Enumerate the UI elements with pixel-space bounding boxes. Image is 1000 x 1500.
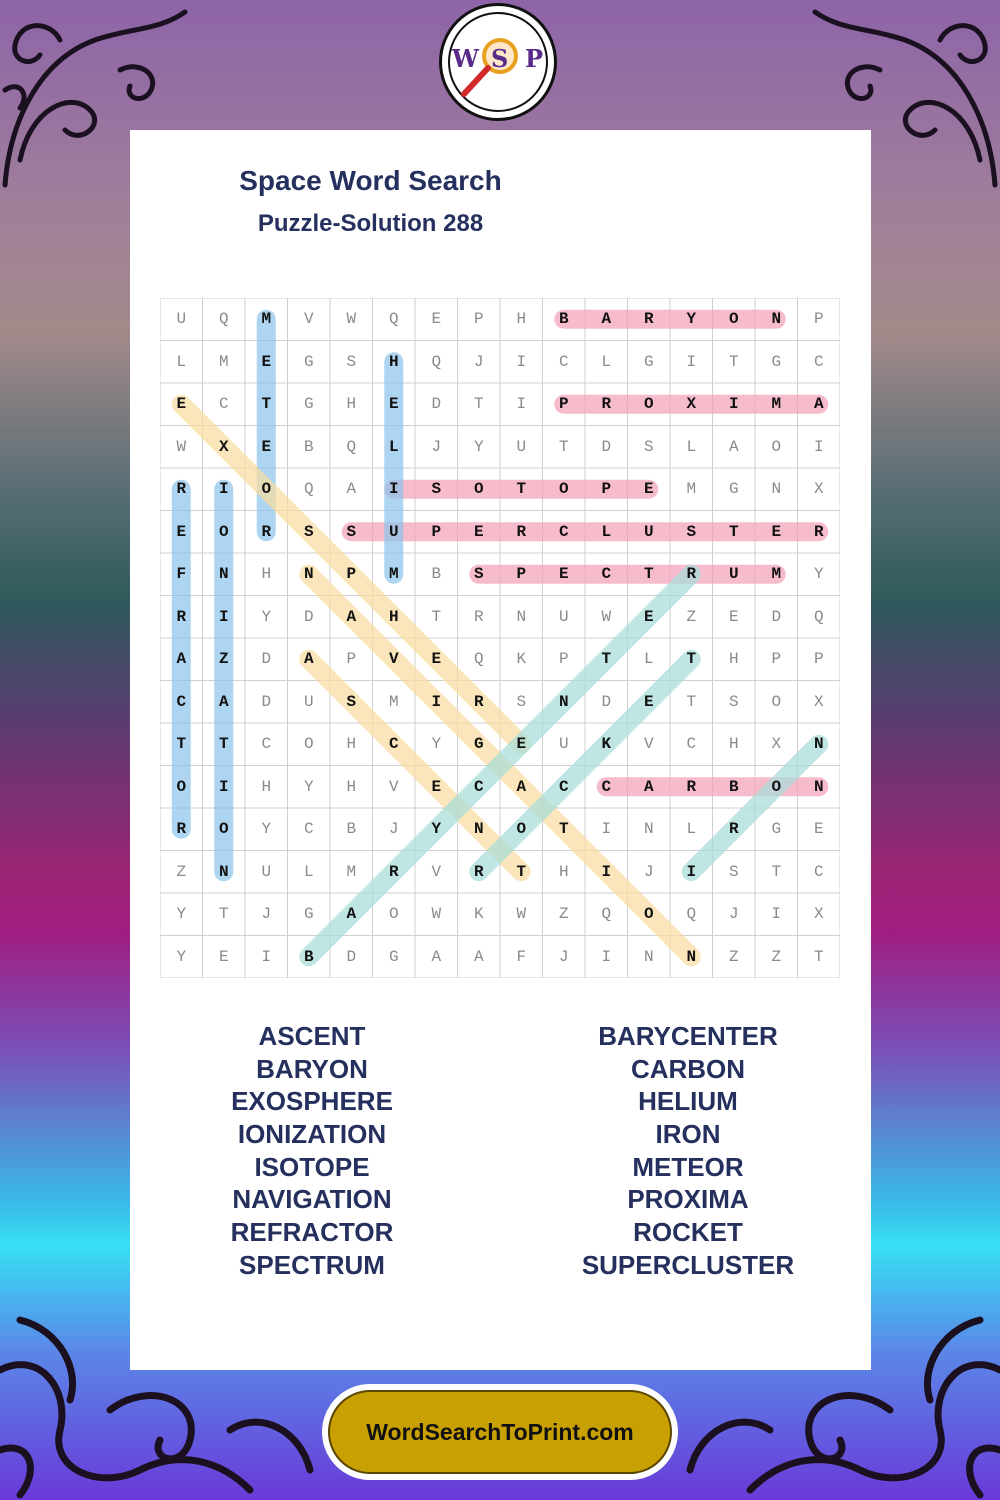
grid-cell[interactable]: X	[813, 905, 824, 923]
grid-cell[interactable]: Q	[431, 352, 442, 371]
grid-cell[interactable]: I	[516, 395, 527, 413]
website-button[interactable]	[322, 1384, 678, 1480]
website-link-text: WordSearchToPrint.com	[366, 1418, 634, 1445]
grid-cell[interactable]: T	[686, 692, 697, 711]
grid-cell[interactable]: Q	[686, 905, 697, 923]
logo-letter-w: W	[452, 44, 479, 73]
grid-cell[interactable]: P	[516, 565, 527, 583]
grid-cell[interactable]: H	[728, 735, 739, 753]
grid-cell[interactable]: X	[686, 395, 697, 413]
grid-cell[interactable]: R	[176, 607, 187, 626]
grid-cell[interactable]: E	[728, 607, 739, 626]
grid-cell[interactable]: V	[388, 777, 399, 796]
grid-cell[interactable]: T	[261, 395, 272, 413]
grid-cell[interactable]: R	[473, 692, 484, 711]
grid-cell[interactable]: Z	[176, 862, 187, 881]
grid-cell[interactable]: O	[473, 480, 484, 498]
grid-cell[interactable]: T	[516, 480, 527, 498]
grid-cell[interactable]: A	[346, 607, 357, 626]
grid-cell[interactable]: B	[728, 777, 739, 796]
grid-cell[interactable]: I	[218, 480, 229, 498]
word-list-item: EXOSPHERE	[231, 1086, 393, 1117]
grid-cell[interactable]: E	[558, 565, 569, 583]
grid-cell[interactable]: C	[686, 735, 697, 753]
grid-cell[interactable]: T	[176, 735, 187, 753]
grid-cell[interactable]: B	[346, 820, 357, 838]
grid-cell[interactable]: L	[643, 650, 654, 668]
grid-cell[interactable]: M	[261, 310, 272, 328]
grid-cell[interactable]: T	[558, 437, 569, 456]
grid-cell[interactable]: C	[388, 735, 399, 753]
page-title: Space Word Search	[239, 165, 502, 196]
grid-cell[interactable]: I	[601, 947, 612, 966]
grid-cell[interactable]: G	[303, 352, 314, 371]
grid-cell[interactable]: S	[303, 522, 314, 541]
grid-cell[interactable]: I	[388, 480, 399, 498]
word-list-item: CARBON	[630, 1053, 746, 1084]
grid-cell[interactable]: G	[643, 352, 654, 371]
grid-cell[interactable]: O	[516, 820, 527, 838]
grid-cell[interactable]: O	[303, 735, 314, 753]
grid-cell[interactable]: R	[176, 480, 187, 498]
grid-cell[interactable]: Y	[261, 820, 272, 838]
word-list-item: PROXIMA	[627, 1184, 749, 1215]
grid-cell[interactable]: B	[558, 310, 569, 328]
grid-cell[interactable]: A	[643, 777, 654, 796]
grid-cell[interactable]: O	[771, 437, 782, 456]
grid-cell[interactable]: E	[643, 607, 654, 626]
grid-cell[interactable]: H	[346, 395, 357, 413]
grid-cell[interactable]: D	[771, 607, 782, 626]
word-list-item: NAVIGATION	[232, 1184, 392, 1215]
grid-cell[interactable]: P	[601, 480, 612, 498]
grid-cell[interactable]: A	[728, 437, 739, 456]
grid-cell[interactable]: D	[261, 650, 272, 668]
grid-cell[interactable]: C	[601, 565, 612, 583]
grid-cell[interactable]: I	[686, 862, 697, 881]
grid-cell[interactable]: C	[218, 395, 229, 413]
grid-cell[interactable]: S	[728, 692, 739, 711]
grid-cell[interactable]: W	[601, 607, 612, 626]
grid-cell[interactable]: O	[728, 310, 739, 328]
grid-cell[interactable]: M	[346, 862, 357, 881]
grid-cell[interactable]: P	[558, 650, 569, 668]
grid-cell[interactable]: H	[261, 777, 272, 796]
grid-cell[interactable]: C	[558, 522, 569, 541]
grid-cell[interactable]: E	[261, 352, 272, 371]
grid-cell[interactable]: E	[771, 522, 782, 541]
grid-cell[interactable]: Y	[303, 777, 314, 796]
grid-cell[interactable]: O	[643, 395, 654, 413]
grid-cell[interactable]: S	[516, 692, 527, 711]
grid-cell[interactable]: L	[686, 437, 697, 456]
grid-cell[interactable]: Y	[473, 437, 484, 456]
grid-cell[interactable]: L	[176, 352, 187, 371]
grid-cell[interactable]: A	[601, 310, 612, 328]
grid-cell[interactable]: T	[473, 395, 484, 413]
grid-cell[interactable]: A	[346, 905, 357, 923]
grid-cell[interactable]: A	[346, 480, 357, 498]
grid-cell[interactable]: O	[388, 905, 399, 923]
grid-cell[interactable]: T	[771, 862, 782, 881]
grid-cell[interactable]: S	[346, 522, 357, 541]
grid-cell[interactable]: E	[516, 735, 527, 753]
grid-cell[interactable]: R	[388, 862, 399, 881]
grid-cell[interactable]: E	[176, 395, 187, 413]
grid-cell[interactable]: H	[516, 310, 527, 328]
grid-cell[interactable]: T	[558, 820, 569, 838]
grid-cell[interactable]: Y	[261, 607, 272, 626]
grid-cell[interactable]: L	[601, 522, 612, 541]
grid-cell[interactable]: I	[261, 947, 272, 966]
grid-cell[interactable]: Q	[473, 650, 484, 668]
grid-cell[interactable]: K	[516, 650, 527, 668]
grid-cell[interactable]: I	[771, 905, 782, 923]
grid-cell[interactable]: Y	[176, 947, 187, 966]
grid-cell[interactable]: U	[728, 565, 739, 583]
grid-cell[interactable]: U	[261, 862, 272, 881]
grid-cell[interactable]: R	[728, 820, 739, 838]
word-list-item: ROCKET	[633, 1217, 743, 1248]
grid-cell[interactable]: X	[218, 437, 229, 456]
page-subtitle: Puzzle-Solution 288	[257, 210, 484, 237]
grid-cell[interactable]: Y	[686, 310, 697, 328]
grid-cell[interactable]: R	[813, 522, 824, 541]
grid-cell[interactable]: F	[516, 947, 527, 966]
word-list-right	[498, 1020, 878, 1282]
grid-cell[interactable]: H	[346, 735, 357, 753]
grid-cell[interactable]: R	[686, 565, 697, 583]
grid-cell[interactable]: O	[771, 777, 782, 796]
grid-cell[interactable]: N	[558, 692, 569, 711]
grid-cell[interactable]: W	[431, 905, 442, 923]
grid-cell[interactable]: I	[601, 862, 612, 881]
grid-cell[interactable]: S	[686, 522, 697, 541]
grid-cell[interactable]: N	[771, 480, 782, 498]
grid-cell[interactable]: P	[771, 650, 782, 668]
word-list-item: SUPERCLUSTER	[581, 1249, 795, 1280]
grid-cell[interactable]: G	[728, 480, 739, 498]
grid-cell[interactable]: Q	[813, 607, 824, 626]
word-list-item: ASCENT	[258, 1021, 366, 1051]
grid-cell[interactable]: Z	[686, 607, 697, 626]
grid-cell[interactable]: J	[473, 352, 484, 371]
grid-cell[interactable]: J	[431, 437, 442, 456]
website-button-face	[328, 1390, 672, 1474]
grid-cell[interactable]: C	[813, 352, 824, 371]
grid-cell[interactable]: U	[516, 437, 527, 456]
word-list-item: SPECTRUM	[239, 1249, 385, 1280]
word-list-item: METEOR	[632, 1151, 744, 1182]
grid-cell[interactable]: O	[558, 480, 569, 498]
grid-cell[interactable]: Q	[218, 310, 229, 328]
word-list-item: IRON	[655, 1119, 721, 1150]
site-logo[interactable]	[439, 3, 557, 121]
grid-cell[interactable]: X	[813, 480, 824, 498]
grid-cell[interactable]: P	[346, 565, 357, 583]
grid-cell[interactable]: S	[473, 565, 484, 583]
grid-cell[interactable]: S	[643, 437, 654, 456]
grid-cell[interactable]: C	[813, 862, 824, 881]
grid-cell[interactable]: D	[431, 395, 442, 413]
grid-cell[interactable]: E	[431, 650, 442, 668]
grid-cell[interactable]: B	[303, 947, 314, 966]
grid-cell[interactable]: T	[728, 522, 739, 541]
grid-cell[interactable]: U	[643, 522, 654, 541]
grid-cell[interactable]: Z	[558, 905, 569, 923]
grid-cell[interactable]: K	[601, 735, 612, 753]
grid-cell[interactable]: R	[643, 310, 654, 328]
grid-cell[interactable]: O	[218, 820, 229, 838]
grid-cell[interactable]: T	[813, 947, 824, 966]
grid-cell[interactable]: H	[728, 650, 739, 668]
grid-cell[interactable]: M	[771, 565, 782, 583]
grid-cell[interactable]: A	[303, 650, 314, 668]
grid-cell[interactable]: I	[686, 352, 697, 371]
grid-cell[interactable]: G	[771, 820, 782, 838]
grid-cell[interactable]: K	[473, 905, 484, 923]
grid-cell[interactable]: C	[558, 777, 569, 796]
word-search-grid	[160, 298, 840, 978]
grid-cell[interactable]: G	[473, 735, 484, 753]
grid-cell[interactable]: D	[601, 437, 612, 456]
grid-cell[interactable]: A	[516, 777, 527, 796]
grid-cell[interactable]: D	[261, 692, 272, 711]
grid-cell[interactable]: H	[346, 777, 357, 796]
grid-cell[interactable]: V	[643, 735, 654, 753]
grid-cell[interactable]: W	[516, 905, 527, 923]
grid-cell[interactable]: P	[813, 650, 824, 668]
grid-cell[interactable]: R	[601, 395, 612, 413]
grid-cell[interactable]: V	[388, 650, 399, 668]
grid-cell[interactable]: J	[643, 862, 654, 881]
grid-cell[interactable]: M	[686, 480, 697, 498]
grid-cell[interactable]: N	[643, 820, 654, 838]
grid-cell[interactable]: E	[176, 522, 187, 541]
grid-cell[interactable]: L	[601, 352, 612, 371]
grid-cell[interactable]: N	[643, 947, 654, 966]
grid-cell[interactable]: R	[473, 862, 484, 881]
grid-cell[interactable]: W	[176, 437, 187, 456]
grid-cell[interactable]: H	[558, 862, 569, 881]
grid-cell[interactable]: B	[431, 565, 442, 583]
grid-cell[interactable]: O	[261, 480, 272, 498]
grid-cell[interactable]: T	[218, 905, 229, 923]
word-list-item: HELIUM	[638, 1086, 738, 1117]
grid-cell[interactable]: X	[813, 692, 824, 711]
grid-cell[interactable]: T	[686, 650, 697, 668]
grid-cell[interactable]: Y	[431, 735, 442, 753]
grid-cell[interactable]: C	[558, 352, 569, 371]
grid-cell[interactable]: E	[643, 480, 654, 498]
grid-cell[interactable]: H	[388, 352, 399, 371]
grid-cell[interactable]: O	[643, 905, 654, 923]
grid-cell[interactable]: P	[813, 310, 824, 328]
grid-cell[interactable]: E	[473, 522, 484, 541]
logo-letter-p: P	[525, 44, 544, 73]
grid-cell[interactable]: C	[261, 735, 272, 753]
grid-cell[interactable]: A	[218, 692, 229, 711]
grid-cell[interactable]: N	[813, 735, 824, 753]
grid-cell[interactable]: U	[303, 692, 314, 711]
grid-cell[interactable]: E	[813, 820, 824, 838]
grid-cell[interactable]: R	[473, 607, 484, 626]
grid-cell[interactable]: N	[516, 607, 527, 626]
grid-cell[interactable]: Y	[813, 565, 824, 583]
grid-cell[interactable]: S	[431, 480, 442, 498]
grid-cell[interactable]: S	[728, 862, 739, 881]
grid-cell[interactable]: F	[176, 565, 187, 583]
grid-cell[interactable]: P	[431, 522, 442, 541]
grid-cell[interactable]: O	[771, 692, 782, 711]
grid-cell[interactable]: P	[473, 310, 484, 328]
grid-cell[interactable]: N	[813, 777, 824, 796]
grid-cell[interactable]: I	[728, 395, 739, 413]
word-list-item: BARYON	[256, 1053, 368, 1084]
grid-cell[interactable]: T	[431, 607, 442, 626]
grid-cell[interactable]: T	[643, 565, 654, 583]
grid-cell[interactable]: R	[176, 820, 187, 838]
logo-letter-s: S	[491, 44, 509, 73]
grid-cell[interactable]: M	[218, 352, 229, 371]
word-list-left	[122, 1020, 502, 1282]
grid-cell[interactable]: C	[176, 692, 187, 711]
grid-cell[interactable]: Z	[728, 947, 739, 966]
grid-cell[interactable]: R	[261, 522, 272, 541]
word-list-item: ISOTOPE	[254, 1151, 370, 1182]
grid-cell[interactable]: Z	[218, 650, 229, 668]
grid-cell[interactable]: J	[728, 905, 739, 923]
grid-cell[interactable]: I	[218, 777, 229, 796]
grid-cell[interactable]: T	[218, 735, 229, 753]
grid-cell[interactable]: I	[813, 437, 824, 456]
grid-cell[interactable]: V	[431, 862, 442, 881]
grid-cell[interactable]: G	[303, 905, 314, 923]
grid-cell[interactable]: B	[303, 437, 314, 456]
grid-cell[interactable]: R	[686, 777, 697, 796]
grid-cell[interactable]: C	[473, 777, 484, 796]
grid-cell[interactable]: Z	[771, 947, 782, 966]
grid-cell[interactable]: U	[558, 607, 569, 626]
grid-cell[interactable]: U	[388, 522, 399, 541]
grid-cell[interactable]: P	[346, 650, 357, 668]
grid-cell[interactable]: A	[176, 650, 187, 668]
grid-cell[interactable]: L	[686, 820, 697, 838]
grid-cell[interactable]: O	[176, 777, 187, 796]
grid-cell[interactable]: D	[303, 607, 314, 626]
grid-cell[interactable]: A	[431, 947, 442, 966]
grid-cell[interactable]: Q	[346, 437, 357, 456]
grid-cell[interactable]: R	[516, 522, 527, 541]
grid-cell[interactable]: H	[261, 565, 272, 583]
word-list-item: BARYCENTER	[598, 1021, 778, 1051]
grid-cell[interactable]: L	[388, 437, 399, 456]
grid-cell[interactable]: I	[218, 607, 229, 626]
grid-cell[interactable]: X	[771, 735, 782, 753]
grid-cell[interactable]: L	[303, 862, 314, 881]
grid-cell[interactable]: E	[261, 437, 272, 456]
grid-cell[interactable]: D	[346, 947, 357, 966]
grid-cell[interactable]: E	[388, 395, 399, 413]
grid-cell[interactable]: Q	[601, 905, 612, 923]
grid-cell[interactable]: M	[388, 565, 399, 583]
grid-cell[interactable]: C	[601, 777, 612, 796]
grid-cell[interactable]: M	[388, 692, 399, 711]
word-list-item: IONIZATION	[237, 1119, 387, 1150]
grid-cell[interactable]: C	[303, 820, 314, 838]
grid-cell[interactable]: T	[728, 352, 739, 371]
grid-cell[interactable]: U	[176, 310, 187, 328]
grid-cell[interactable]: E	[431, 777, 442, 796]
grid-cell[interactable]: J	[388, 820, 399, 838]
grid-cell[interactable]: G	[771, 352, 782, 371]
grid-cell[interactable]: J	[261, 905, 272, 923]
grid-cell[interactable]: E	[431, 310, 442, 328]
grid-cell[interactable]: N	[218, 565, 229, 583]
grid-cell[interactable]: N	[686, 947, 697, 966]
grid-cell[interactable]: J	[558, 947, 569, 966]
grid-cell[interactable]: T	[601, 650, 612, 668]
grid-cell[interactable]: Y	[431, 820, 442, 838]
grid-cell[interactable]: N	[218, 862, 229, 881]
grid-cell[interactable]: D	[601, 692, 612, 711]
grid-cell[interactable]: Y	[176, 905, 187, 923]
grid-cell[interactable]: S	[346, 692, 357, 711]
grid-cell[interactable]: I	[601, 820, 612, 838]
grid-cell[interactable]: N	[303, 565, 314, 583]
grid-cell[interactable]: I	[516, 352, 527, 371]
grid-cell[interactable]: E	[218, 947, 229, 966]
grid-cell[interactable]: W	[346, 310, 357, 328]
grid-cell[interactable]: E	[643, 692, 654, 711]
grid-cell[interactable]: O	[218, 522, 229, 541]
grid-cell[interactable]: A	[813, 395, 824, 413]
grid-cell[interactable]: Q	[303, 480, 314, 498]
grid-cell[interactable]: U	[558, 735, 569, 753]
grid-cell[interactable]: V	[303, 310, 314, 328]
grid-cell[interactable]: P	[558, 395, 569, 413]
grid-cell[interactable]: S	[346, 352, 357, 371]
word-list-item: REFRACTOR	[230, 1217, 394, 1248]
grid-cell[interactable]: G	[303, 395, 314, 413]
grid-cell[interactable]: Q	[388, 310, 399, 328]
grid-cell[interactable]: A	[473, 947, 484, 966]
grid-cell[interactable]: H	[388, 607, 399, 626]
grid-cell[interactable]: T	[516, 862, 527, 881]
grid-cell[interactable]: I	[431, 692, 442, 711]
grid-cell[interactable]: G	[388, 947, 399, 966]
grid-cell[interactable]: M	[771, 395, 782, 413]
grid-cell[interactable]: N	[771, 310, 782, 328]
grid-cell[interactable]: N	[473, 820, 484, 838]
